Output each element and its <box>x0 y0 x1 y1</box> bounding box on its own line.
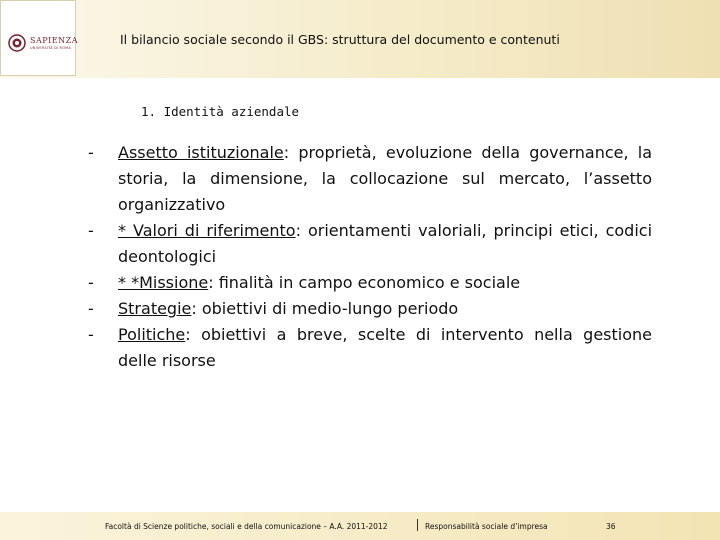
page-number: 36 <box>606 522 616 531</box>
logo-subtext: UNIVERSITÀ DI ROMA <box>30 46 71 50</box>
bullet-dash: - <box>88 143 94 162</box>
footer-subject: Responsabilità sociale d’impresa <box>425 522 548 531</box>
slide-header <box>0 0 720 78</box>
item-text: : orientamenti valoriali, principi etici, codici deontologici <box>118 221 653 266</box>
item-keyword: * Valori di riferimento <box>118 221 296 240</box>
slide-title: Il bilancio sociale secondo il GBS: struttura del documento e contenuti <box>120 32 560 47</box>
footer-divider <box>417 519 418 531</box>
seal-icon <box>8 34 26 52</box>
university-logo <box>0 0 76 76</box>
list-item <box>88 218 652 270</box>
item-text: : obiettivi a breve, scelte di intervento nella gestione delle risorse <box>118 325 652 370</box>
bullet-dash: - <box>88 273 94 292</box>
bullet-dash: - <box>88 299 94 318</box>
item-keyword: Strategie <box>118 299 192 318</box>
footer-course-info: Facoltà di Scienze politiche, sociali e della comunicazione – A.A. 2011-2012 <box>105 522 388 531</box>
item-keyword: * *Missione <box>118 273 209 292</box>
list-item <box>88 296 652 322</box>
list-item <box>88 270 652 296</box>
slide-footer <box>0 512 720 540</box>
bullet-list <box>88 140 652 374</box>
bullet-dash: - <box>88 221 94 240</box>
item-keyword: Assetto istituzionale <box>118 143 284 162</box>
item-text: : proprietà, evoluzione della governance, la storia, la dimensione, la collocazione sul mercato, l’assetto organizzativo <box>118 143 653 214</box>
item-keyword: Politiche <box>118 325 186 344</box>
item-text: : finalità in campo economico e sociale <box>208 273 521 292</box>
section-title: 1. Identità aziendale <box>141 104 300 119</box>
list-item <box>88 322 652 374</box>
logo-wordmark: SAPIENZA <box>30 36 78 45</box>
item-text: : obiettivi di medio-lungo periodo <box>191 299 459 318</box>
bullet-dash: - <box>88 325 94 344</box>
list-item <box>88 140 652 218</box>
